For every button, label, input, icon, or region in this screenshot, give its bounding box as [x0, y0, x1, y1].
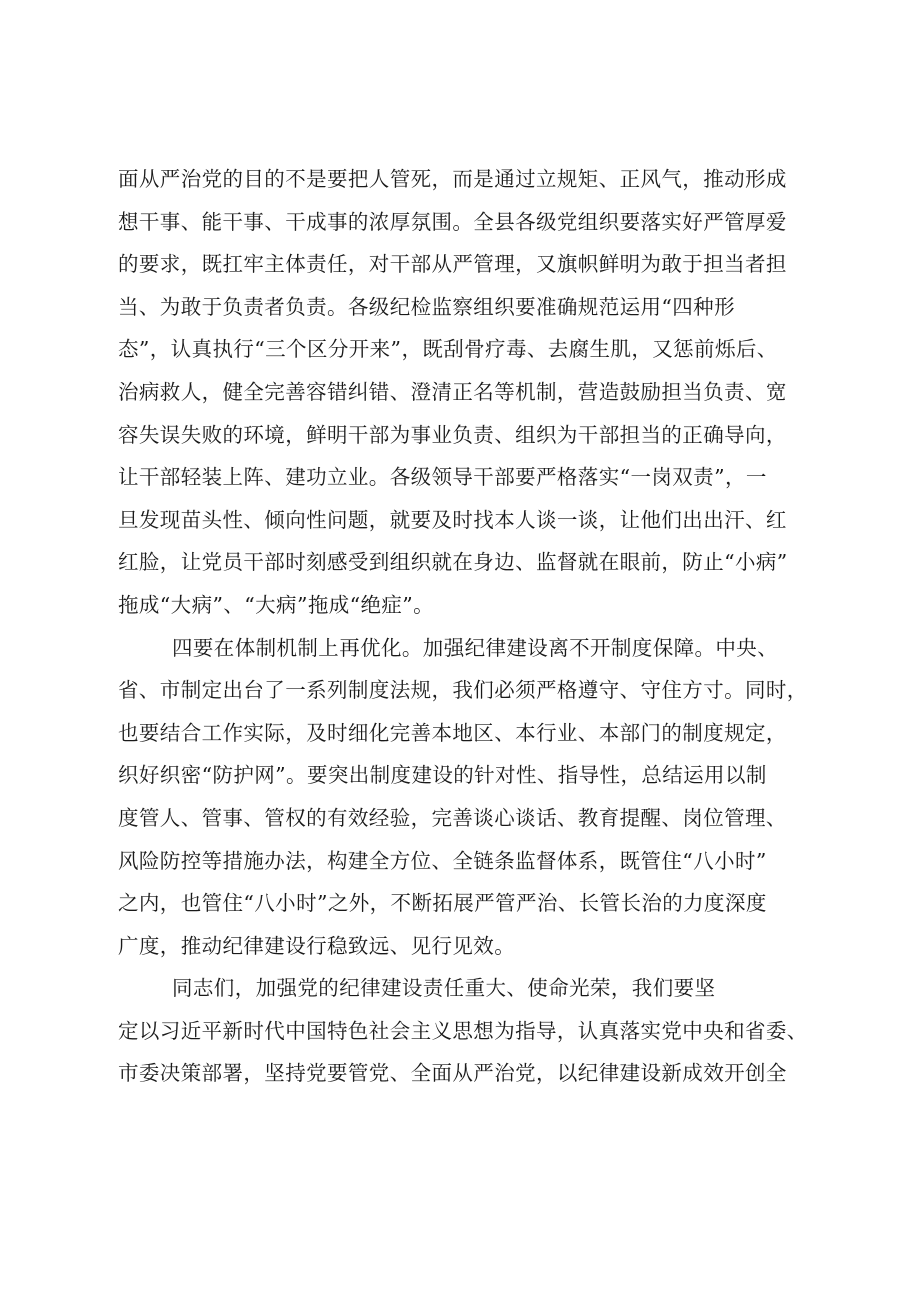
paragraph-start-line: 同志们，加强党的纪律建设责任重大、使命光荣，我们要坚 — [172, 976, 716, 1001]
text-line: 治病救人，健全完善容错纠错、澄清正名等机制，营造鼓励担当负责、宽 — [118, 379, 787, 404]
text-line: 市委决策部署，坚持党要管党、全面从严治党，以纪律建设新成效开创全 — [118, 1061, 787, 1086]
text-line: 也要结合工作实际，及时细化完善本地区、本行业、本部门的制度规定， — [118, 720, 787, 745]
text-line: 当、为敢于负责者负责。各级纪检监察组织要准确规范运用“四种形 — [118, 294, 735, 319]
text-line: 旦发现苗头性、倾向性问题，就要及时找本人谈一谈，让他们出出汗、红 — [118, 507, 787, 532]
paragraph-start-line: 四要在体制机制上再优化。加强纪律建设离不开制度保障。中央、 — [172, 635, 779, 660]
text-line: 想干事、能干事、干成事的浓厚氛围。全县各级党组织要落实好严管厚爱 — [118, 209, 787, 234]
text-line: 态”，认真执行“三个区分开来”，既刮骨疗毒、去腐生肌，又惩前烁后、 — [118, 337, 778, 362]
text-line: 之内，也管住“八小时”之外，不断拓展严管严治、长管长治的力度深度 — [118, 891, 767, 916]
text-line: 定以习近平新时代中国特色社会主义思想为指导，认真落实党中央和省委、 — [118, 1018, 808, 1043]
text-line: 容失误失败的环境，鲜明干部为事业负责、组织为干部担当的正确导向， — [118, 422, 787, 447]
text-line: 广度，推动纪律建设行稳致远、见行见效。 — [118, 933, 516, 958]
text-line: 让干部轻装上阵、建功立业。各级领导干部要严格落实“一岗双责”，一 — [118, 465, 767, 490]
text-line: 省、市制定出台了一系列制度法规，我们必须严格遵守、守住方寸。同时， — [118, 678, 808, 703]
text-line: 拖成“大病”、“大病”拖成“绝症”。 — [118, 592, 435, 617]
text-line: 风险防控等措施办法，构建全方位、全链条监督体系，既管住“八小时” — [118, 848, 767, 873]
text-line: 的要求，既扛牢主体责任，对干部从严管理，又旗帜鲜明为敢于担当者担 — [118, 252, 787, 277]
text-line: 度管人、管事、管权的有效经验，完善谈心谈话、教育提醒、岗位管理、 — [118, 805, 787, 830]
text-line: 红脸，让党员干部时刻感受到组织就在身边、监督就在眼前，防止“小病” — [118, 550, 788, 575]
text-line: 面从严治党的目的不是要把人管死，而是通过立规矩、正风气，推动形成 — [118, 167, 787, 191]
text-line: 织好织密“防护网”。要突出制度建设的针对性、指导性，总结运用以制 — [118, 763, 767, 788]
document-body — [118, 158, 818, 1095]
